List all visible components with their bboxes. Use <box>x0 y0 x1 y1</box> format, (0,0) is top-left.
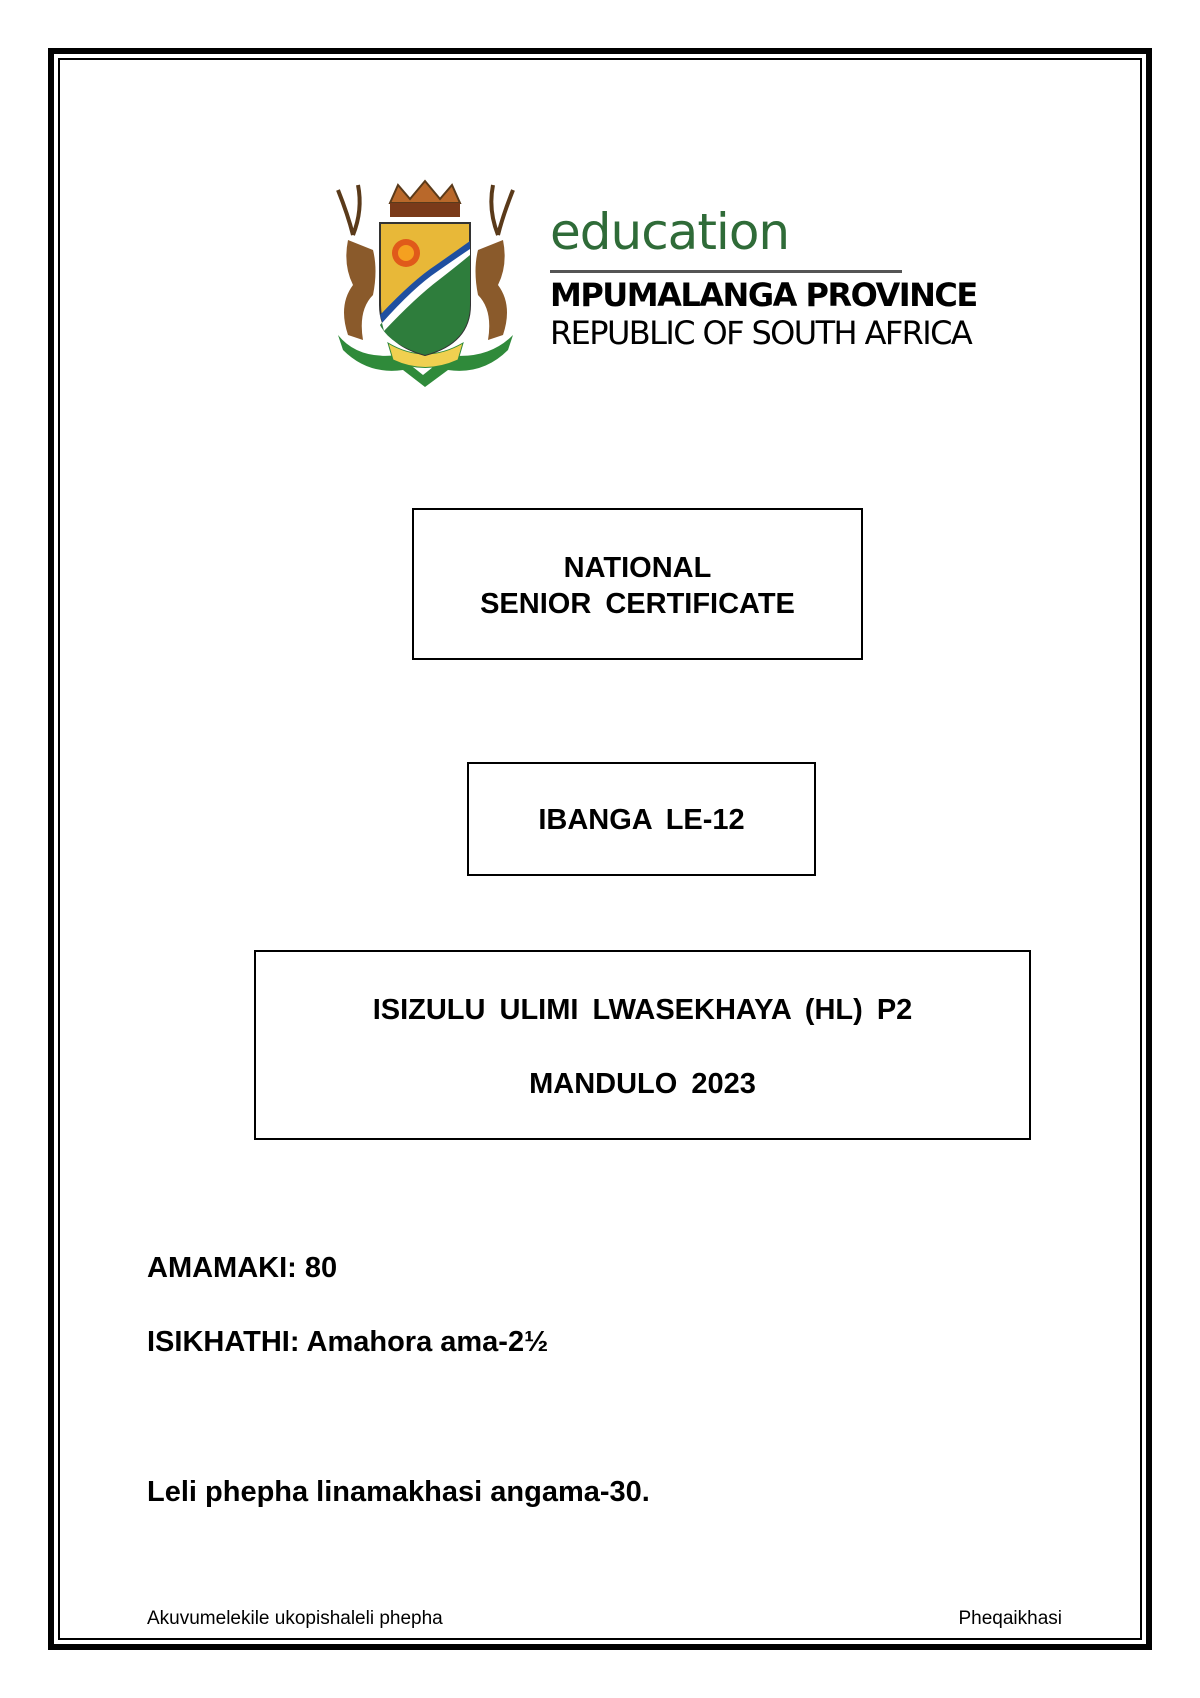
time-label: ISIKHATHI: <box>147 1326 300 1358</box>
brand-word: education <box>550 203 790 261</box>
grade-box <box>467 762 816 876</box>
marks-value: 80 <box>304 1252 338 1284</box>
marks-label: AMAMAKI: <box>147 1252 297 1284</box>
time-line <box>147 1326 548 1359</box>
department-logo <box>318 175 977 390</box>
coat-of-arms-icon <box>318 175 533 390</box>
copyright-notice: Akuvumelekile ukopishaleli phepha <box>147 1608 443 1629</box>
republic-name: REPUBLIC OF SOUTH AFRICA <box>550 314 972 352</box>
subject-box <box>254 950 1031 1140</box>
subject-title: ISIZULU ULIMI LWASEKHAYA (HL) P2 <box>372 994 913 1026</box>
marks-line <box>147 1252 337 1285</box>
province-name: MPUMALANGA PROVINCE <box>550 276 977 314</box>
time-value: Amahora ama-2½ <box>306 1326 549 1358</box>
exam-session: MANDULO 2023 <box>529 1068 756 1100</box>
certificate-line-2: SENIOR CERTIFICATE <box>480 588 795 620</box>
page-count-note: Leli phepha linamakhasi angama-30. <box>147 1476 650 1508</box>
grade-label: IBANGA LE-12 <box>538 804 745 836</box>
turn-page-notice: Pheqaikhasi <box>958 1608 1062 1629</box>
certificate-box <box>412 508 863 660</box>
brand-divider <box>550 270 902 273</box>
certificate-line-1: NATIONAL <box>563 552 712 584</box>
